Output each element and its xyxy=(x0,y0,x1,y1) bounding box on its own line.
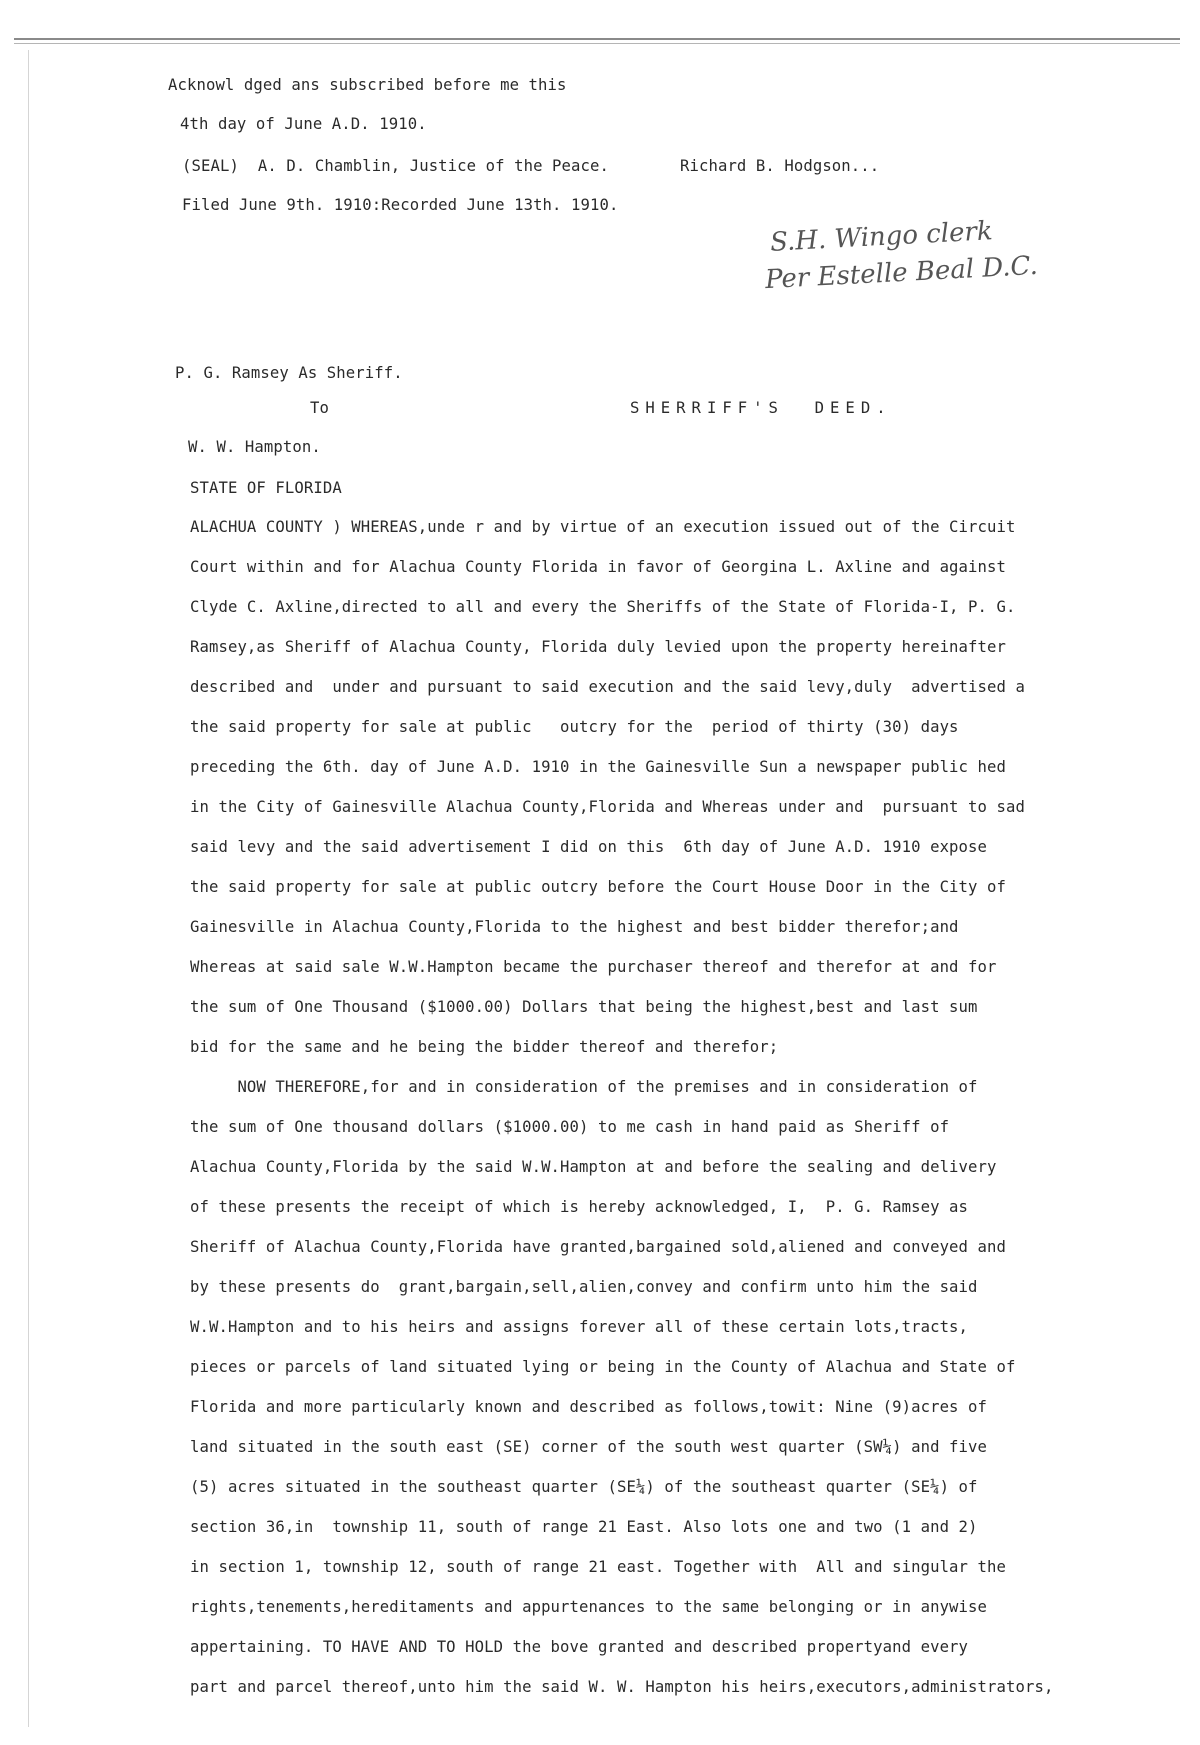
signature-line-1: S.H. Wingo clerk xyxy=(769,216,994,258)
page-left-edge xyxy=(28,50,29,1727)
body-line: in the City of Gainesville Alachua County,Florida and Whereas under and pursuant to sad xyxy=(190,798,1025,816)
body-line: Ramsey,as Sheriff of Alachua County, Florida duly levied upon the property hereinafter xyxy=(190,638,1006,656)
grantor-name: P. G. Ramsey As Sheriff. xyxy=(175,364,403,382)
body-line: described and under and pursuant to said execution and the said levy,duly advertised a xyxy=(190,678,1025,696)
body-line: the sum of One Thousand ($1000.00) Dollars that being the highest,best and last sum xyxy=(190,998,978,1016)
ack-line-1: Acknowl dged ans subscribed before me this xyxy=(168,76,567,94)
body-line: appertaining. TO HAVE AND TO HOLD the bove granted and described propertyand every xyxy=(190,1638,969,1656)
body-line: Court within and for Alachua County Florida in favor of Georgina L. Axline and against xyxy=(190,558,1006,576)
body-line: Alachua County,Florida by the said W.W.Hampton at and before the sealing and delivery xyxy=(190,1158,997,1176)
body-line: Florida and more particularly known and described as follows,towit: Nine (9)acres of xyxy=(190,1398,988,1416)
ack-line-3-left: (SEAL) A. D. Chamblin, Justice of the Peace. xyxy=(182,157,609,175)
deed-title: SHERRIFF'S DEED. xyxy=(630,399,892,417)
body-line: the sum of One thousand dollars ($1000.00) to me cash in hand paid as Sheriff of xyxy=(190,1118,950,1136)
body-line: pieces or parcels of land situated lying or being in the County of Alachua and State of xyxy=(190,1358,1016,1376)
body-line: bid for the same and he being the bidder thereof and therefor; xyxy=(190,1038,779,1056)
body-line: by these presents do grant,bargain,sell,alien,convey and confirm unto him the said xyxy=(190,1278,978,1296)
body-line: said levy and the said advertisement I did on this 6th day of June A.D. 1910 expose xyxy=(190,838,988,856)
body-line: of these presents the receipt of which is hereby acknowledged, I, P. G. Ramsey as xyxy=(190,1198,969,1216)
ack-line-3-right: Richard B. Hodgson... xyxy=(680,157,880,175)
state-heading: STATE OF FLORIDA xyxy=(190,479,342,497)
grantee-name: W. W. Hampton. xyxy=(188,438,321,456)
top-rule-secondary xyxy=(14,43,1180,44)
body-line: (5) acres situated in the southeast quarter (SE¼) of the southeast quarter (SE¼) of xyxy=(190,1478,978,1496)
body-line: the said property for sale at public outcry for the period of thirty (30) days xyxy=(190,718,959,736)
signature-line-2: Per Estelle Beal D.C. xyxy=(764,250,1039,296)
body-line: preceding the 6th. day of June A.D. 1910 in the Gainesville Sun a newspaper public hed xyxy=(190,758,1006,776)
top-rule xyxy=(14,38,1180,40)
body-line: rights,tenements,hereditaments and appurtenances to the same belonging or in anywise xyxy=(190,1598,988,1616)
body-line: in section 1, township 12, south of range 21 east. Together with All and singular the xyxy=(190,1558,1006,1576)
body-line: Whereas at said sale W.W.Hampton became the purchaser thereof and therefor at and for xyxy=(190,958,997,976)
body-line: part and parcel thereof,unto him the said W. W. Hampton his heirs,executors,administrators, xyxy=(190,1678,1054,1696)
ack-line-2: 4th day of June A.D. 1910. xyxy=(180,115,427,133)
body-line: Gainesville in Alachua County,Florida to the highest and best bidder therefor;and xyxy=(190,918,959,936)
to-label: To xyxy=(310,399,329,417)
body-line: W.W.Hampton and to his heirs and assigns forever all of these certain lots,tracts, xyxy=(190,1318,969,1336)
body-line: Sheriff of Alachua County,Florida have granted,bargained sold,aliened and conveyed and xyxy=(190,1238,1006,1256)
body-line: NOW THEREFORE,for and in consideration of the premises and in consideration of xyxy=(190,1078,978,1096)
body-line: land situated in the south east (SE) corner of the south west quarter (SW¼) and five xyxy=(190,1438,988,1456)
ack-line-4: Filed June 9th. 1910:Recorded June 13th. 1910. xyxy=(182,196,619,214)
body-line: ALACHUA COUNTY ) WHEREAS,unde r and by virtue of an execution issued out of the Circuit xyxy=(190,518,1016,536)
body-line: section 36,in township 11, south of range 21 East. Also lots one and two (1 and 2) xyxy=(190,1518,978,1536)
body-line: Clyde C. Axline,directed to all and every the Sheriffs of the State of Florida-I, P. G. xyxy=(190,598,1016,616)
body-line: the said property for sale at public outcry before the Court House Door in the City of xyxy=(190,878,1006,896)
